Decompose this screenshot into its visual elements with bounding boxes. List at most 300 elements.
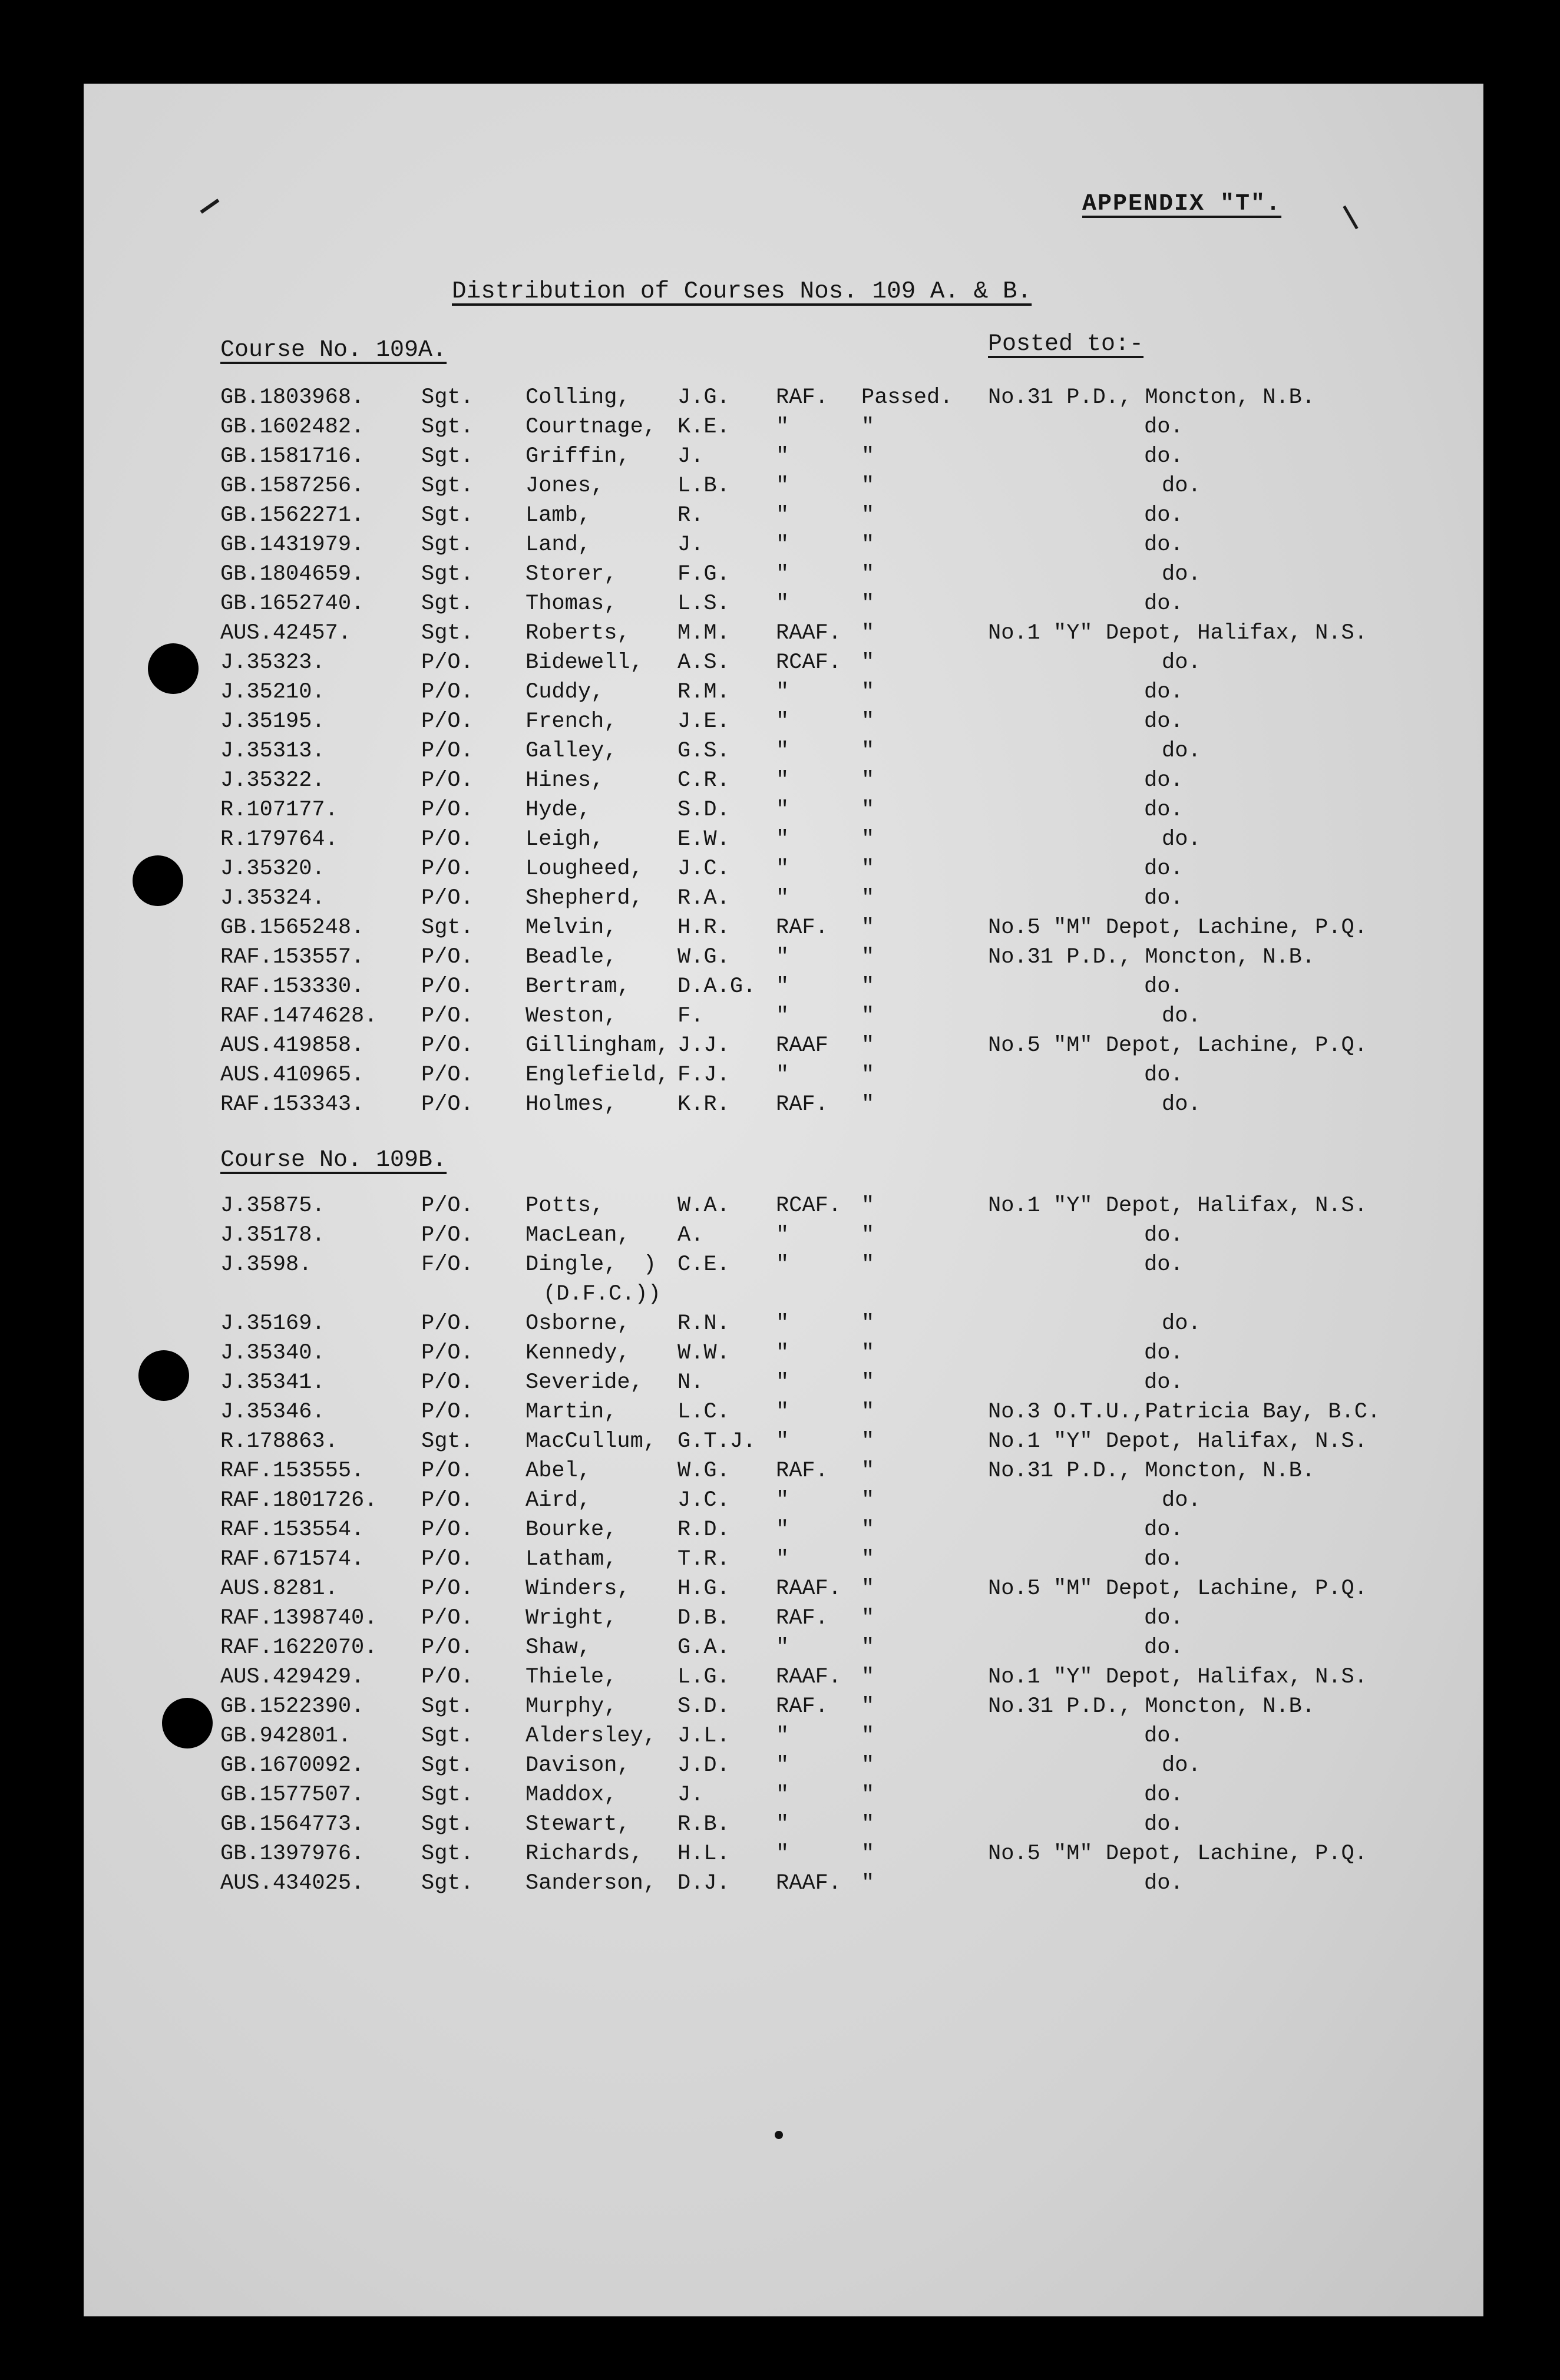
cell-air-force: RAF.	[776, 1606, 828, 1631]
cell-service-number: AUS.429429.	[220, 1665, 365, 1690]
cell-result: "	[861, 886, 875, 911]
cell-service-number: J.35178.	[220, 1223, 325, 1248]
cell-service-number: J.35313.	[220, 739, 325, 763]
cell-result: Passed.	[861, 385, 953, 410]
cell-surname: Potts,	[525, 1194, 604, 1218]
cell-rank: P/O.	[421, 739, 474, 763]
cell-result: "	[861, 591, 875, 616]
cell-air-force: RAF.	[776, 915, 828, 940]
table-row	[84, 1486, 1483, 1515]
cell-initials: C.E.	[677, 1252, 730, 1277]
cell-rank: Sgt.	[421, 474, 474, 498]
cell-surname: Davison,	[525, 1753, 630, 1778]
cell-service-number: RAF.1474628.	[220, 1004, 378, 1029]
cell-service-number: RAF.153343.	[220, 1092, 365, 1117]
cell-rank: Sgt.	[421, 415, 474, 439]
cell-air-force: "	[776, 1488, 789, 1513]
cell-initials: G.S.	[677, 739, 730, 763]
cell-posted-to: do.	[1162, 1753, 1201, 1778]
course-a-table	[84, 383, 1483, 1119]
cell-rank: Sgt.	[421, 1871, 474, 1896]
document-title: Distribution of Courses Nos. 109 A. & B.	[452, 278, 1032, 305]
cell-posted-to: do.	[1144, 680, 1184, 705]
cell-air-force: "	[776, 1370, 789, 1395]
table-row	[84, 677, 1483, 707]
cell-service-number: R.179764.	[220, 827, 338, 852]
cell-initials: W.G.	[677, 945, 730, 970]
table-row	[84, 1839, 1483, 1869]
cell-initials: J.G.	[677, 385, 730, 410]
cell-result: "	[861, 1842, 875, 1866]
cell-initials: L.G.	[677, 1665, 730, 1690]
table-row	[84, 1810, 1483, 1839]
cell-surname: Weston,	[525, 1004, 617, 1029]
cell-posted-to: do.	[1144, 1063, 1184, 1087]
cell-rank: Sgt.	[421, 503, 474, 528]
cell-rank: Sgt.	[421, 562, 474, 587]
table-row	[84, 442, 1483, 471]
cell-surname: French,	[525, 709, 617, 734]
cell-air-force: "	[776, 1063, 789, 1087]
table-row	[84, 1060, 1483, 1090]
cell-posted-to: do.	[1162, 474, 1201, 498]
cell-surname: Wright,	[525, 1606, 617, 1631]
cell-rank: Sgt.	[421, 1753, 474, 1778]
cell-service-number: GB.1522390.	[220, 1694, 365, 1719]
cell-result: "	[861, 974, 875, 999]
cell-posted-to: do.	[1144, 415, 1184, 439]
cell-surname: Cuddy,	[525, 680, 604, 705]
cell-initials: J.L.	[677, 1724, 730, 1748]
document-page	[84, 84, 1483, 2316]
cell-rank: P/O.	[421, 709, 474, 734]
cell-result: "	[861, 650, 875, 675]
cell-service-number: GB.1652740.	[220, 591, 365, 616]
cell-initials: L.S.	[677, 591, 730, 616]
cell-surname: Latham,	[525, 1547, 617, 1572]
cell-posted-to: do.	[1144, 1547, 1184, 1572]
cell-air-force: "	[776, 798, 789, 822]
cell-air-force: "	[776, 415, 789, 439]
cell-rank: Sgt.	[421, 1429, 474, 1454]
cell-initials: A.S.	[677, 650, 730, 675]
cell-surname: Shepherd,	[525, 886, 643, 911]
table-row	[84, 1545, 1483, 1574]
cell-result: "	[861, 1223, 875, 1248]
ink-spot	[775, 2131, 783, 2139]
cell-result: "	[861, 1092, 875, 1117]
cell-posted-to: do.	[1144, 974, 1184, 999]
cell-result: "	[861, 1635, 875, 1660]
cell-posted-to: do.	[1144, 1370, 1184, 1395]
cell-rank: P/O.	[421, 798, 474, 822]
table-row	[84, 795, 1483, 825]
cell-initials: G.T.J.	[677, 1429, 756, 1454]
cell-surname: Griffin,	[525, 444, 630, 469]
cell-result: "	[861, 474, 875, 498]
cell-posted-to: No.3 O.T.U.,Patricia Bay, B.C.	[988, 1400, 1381, 1424]
cell-surname: MacLean,	[525, 1223, 630, 1248]
cell-service-number: RAF.1801726.	[220, 1488, 378, 1513]
cell-air-force: "	[776, 1724, 789, 1748]
cell-service-number: RAF.153555.	[220, 1459, 365, 1483]
cell-service-number: J.35322.	[220, 768, 325, 793]
cell-surname: MacCullum,	[525, 1429, 657, 1454]
table-row	[84, 913, 1483, 943]
cell-rank: P/O.	[421, 1488, 474, 1513]
cell-rank: P/O.	[421, 768, 474, 793]
cell-rank: P/O.	[421, 1547, 474, 1572]
cell-service-number: AUS.8281.	[220, 1576, 338, 1601]
cell-rank: P/O.	[421, 1311, 474, 1336]
cell-posted-to: do.	[1144, 533, 1184, 557]
cell-rank: F/O.	[421, 1252, 474, 1277]
cell-result: "	[861, 415, 875, 439]
cell-initials: E.W.	[677, 827, 730, 852]
cell-air-force: RAAF.	[776, 1576, 842, 1601]
cell-service-number: J.35169.	[220, 1311, 325, 1336]
cell-initials: K.E.	[677, 415, 730, 439]
cell-surname: Roberts,	[525, 621, 630, 646]
cell-posted-to: do.	[1144, 1341, 1184, 1366]
table-row	[84, 1397, 1483, 1427]
cell-air-force: "	[776, 945, 789, 970]
table-row	[84, 1427, 1483, 1456]
cell-result: "	[861, 945, 875, 970]
cell-surname: Stewart,	[525, 1812, 630, 1837]
table-row	[84, 1221, 1483, 1250]
cell-surname: Lougheed,	[525, 857, 643, 881]
cell-rank: Sgt.	[421, 385, 474, 410]
cell-result: "	[861, 1724, 875, 1748]
cell-result: "	[861, 1194, 875, 1218]
cell-initials: W.G.	[677, 1459, 730, 1483]
cell-surname: Martin,	[525, 1400, 617, 1424]
cell-service-number: RAF.153330.	[220, 974, 365, 999]
cell-air-force: "	[776, 562, 789, 587]
cell-result: "	[861, 709, 875, 734]
cell-posted-to: do.	[1144, 503, 1184, 528]
cell-posted-to: do.	[1144, 709, 1184, 734]
cell-rank: P/O.	[421, 650, 474, 675]
cell-posted-to: No.5 "M" Depot, Lachine, P.Q.	[988, 1033, 1367, 1058]
table-row	[84, 1721, 1483, 1751]
cell-posted-to: do.	[1162, 827, 1201, 852]
cell-service-number: R.107177.	[220, 798, 338, 822]
cell-initials: H.R.	[677, 915, 730, 940]
cell-surname: Jones,	[525, 474, 604, 498]
cell-surname: Aird,	[525, 1488, 591, 1513]
cell-service-number: GB.1602482.	[220, 415, 365, 439]
table-row	[84, 707, 1483, 736]
cell-posted-to: No.31 P.D., Moncton, N.B.	[988, 945, 1316, 970]
cell-initials: M.M.	[677, 621, 730, 646]
cell-surname: Shaw,	[525, 1635, 591, 1660]
cell-posted-to: No.1 "Y" Depot, Halifax, N.S.	[988, 621, 1367, 646]
cell-air-force: "	[776, 827, 789, 852]
cell-rank: P/O.	[421, 1518, 474, 1542]
cell-initials: R.D.	[677, 1518, 730, 1542]
cell-rank: P/O.	[421, 1400, 474, 1424]
cell-initials: N.	[677, 1370, 704, 1395]
cell-rank: P/O.	[421, 1370, 474, 1395]
cell-posted-to: do.	[1162, 1311, 1201, 1336]
table-row	[84, 1001, 1483, 1031]
cell-posted-to: do.	[1144, 591, 1184, 616]
cell-air-force: "	[776, 1400, 789, 1424]
cell-service-number: GB.942801.	[220, 1724, 352, 1748]
table-row	[84, 736, 1483, 766]
cell-air-force: RAF.	[776, 1694, 828, 1719]
cell-result: "	[861, 1429, 875, 1454]
cell-service-number: J.35340.	[220, 1341, 325, 1366]
cell-rank: Sgt.	[421, 1694, 474, 1719]
cell-result: "	[861, 1694, 875, 1719]
cell-surname: Murphy,	[525, 1694, 617, 1719]
cell-posted-to: do.	[1144, 444, 1184, 469]
cell-air-force: RAAF	[776, 1033, 828, 1058]
appendix-label: APPENDIX "T".	[1082, 191, 1282, 217]
cell-rank: P/O.	[421, 1576, 474, 1601]
table-row	[84, 589, 1483, 619]
cell-initials: J.	[677, 444, 704, 469]
cell-initials: J.E.	[677, 709, 730, 734]
cell-posted-to: do.	[1162, 562, 1201, 587]
course-b-title: Course No. 109B.	[220, 1147, 447, 1174]
cell-initials: D.J.	[677, 1871, 730, 1896]
cell-air-force: "	[776, 1518, 789, 1542]
cell-result: "	[861, 1753, 875, 1778]
cell-posted-to: No.1 "Y" Depot, Halifax, N.S.	[988, 1665, 1367, 1690]
cell-service-number: RAF.153554.	[220, 1518, 365, 1542]
cell-air-force: "	[776, 1547, 789, 1572]
cell-surname: Holmes,	[525, 1092, 617, 1117]
cell-posted-to: No.1 "Y" Depot, Halifax, N.S.	[988, 1194, 1367, 1218]
cell-result: "	[861, 1033, 875, 1058]
cell-service-number: J.35341.	[220, 1370, 325, 1395]
cell-posted-to: do.	[1144, 886, 1184, 911]
cell-rank: P/O.	[421, 1223, 474, 1248]
cell-initials: L.C.	[677, 1400, 730, 1424]
cell-surname: Melvin,	[525, 915, 617, 940]
cell-surname: Thiele,	[525, 1665, 617, 1690]
cell-posted-to: do.	[1162, 1004, 1201, 1029]
cell-result: "	[861, 915, 875, 940]
cell-posted-to: do.	[1144, 1635, 1184, 1660]
table-row	[84, 1515, 1483, 1545]
cell-result: "	[861, 1252, 875, 1277]
table-row	[84, 471, 1483, 501]
cell-rank: P/O.	[421, 1033, 474, 1058]
course-b-table	[84, 1191, 1483, 1898]
cell-initials: C.R.	[677, 768, 730, 793]
cell-result: "	[861, 1459, 875, 1483]
table-row	[84, 943, 1483, 972]
cell-rank: P/O.	[421, 1194, 474, 1218]
cell-rank: Sgt.	[421, 533, 474, 557]
cell-service-number: RAF.1398740.	[220, 1606, 378, 1631]
cell-initials: F.	[677, 1004, 704, 1029]
cell-surname: Dingle, )	[525, 1252, 657, 1277]
cell-air-force: RAF.	[776, 385, 828, 410]
cell-posted-to: do.	[1144, 1724, 1184, 1748]
cell-initials: S.D.	[677, 1694, 730, 1719]
cell-service-number: GB.1670092.	[220, 1753, 365, 1778]
cell-rank: P/O.	[421, 974, 474, 999]
cell-air-force: "	[776, 886, 789, 911]
cell-service-number: J.3598.	[220, 1252, 312, 1277]
cell-rank: Sgt.	[421, 1842, 474, 1866]
cell-surname: Hines,	[525, 768, 604, 793]
course-a-title: Course No. 109A.	[220, 337, 447, 363]
cell-result: "	[861, 857, 875, 881]
cell-result: "	[861, 1812, 875, 1837]
cell-posted-to: No.1 "Y" Depot, Halifax, N.S.	[988, 1429, 1367, 1454]
cell-result: "	[861, 1576, 875, 1601]
cell-surname: Lamb,	[525, 503, 591, 528]
cell-initials: L.B.	[677, 474, 730, 498]
cell-posted-to: No.31 P.D., Moncton, N.B.	[988, 1459, 1316, 1483]
cell-service-number: GB.1804659.	[220, 562, 365, 587]
cell-service-number: GB.1577507.	[220, 1783, 365, 1807]
cell-air-force: "	[776, 474, 789, 498]
cell-service-number: GB.1581716.	[220, 444, 365, 469]
cell-result: "	[861, 1341, 875, 1366]
table-row	[84, 1338, 1483, 1368]
cell-initials: R.M.	[677, 680, 730, 705]
cell-posted-to: No.5 "M" Depot, Lachine, P.Q.	[988, 1576, 1367, 1601]
cell-air-force: RAF.	[776, 1092, 828, 1117]
cell-surname: Bertram,	[525, 974, 630, 999]
cell-service-number: GB.1803968.	[220, 385, 365, 410]
cell-air-force: "	[776, 1252, 789, 1277]
cell-air-force: "	[776, 768, 789, 793]
cell-air-force: "	[776, 974, 789, 999]
table-row	[84, 1604, 1483, 1633]
cell-air-force: "	[776, 1429, 789, 1454]
table-row	[84, 1309, 1483, 1338]
cell-initials: R.N.	[677, 1311, 730, 1336]
cell-posted-to: No.5 "M" Depot, Lachine, P.Q.	[988, 1842, 1367, 1866]
cell-rank: P/O.	[421, 1459, 474, 1483]
cell-rank: Sgt.	[421, 1812, 474, 1837]
table-row	[84, 383, 1483, 412]
table-row	[84, 825, 1483, 854]
cell-result: "	[861, 1518, 875, 1542]
cell-surname: Courtnage,	[525, 415, 657, 439]
cell-initials: J.	[677, 1783, 704, 1807]
cell-surname: Beadle,	[525, 945, 617, 970]
cell-result: "	[861, 444, 875, 469]
cell-rank: Sgt.	[421, 621, 474, 646]
cell-air-force: "	[776, 680, 789, 705]
cell-air-force: RAAF.	[776, 621, 842, 646]
cell-surname: Sanderson,	[525, 1871, 657, 1896]
cell-service-number: R.178863.	[220, 1429, 338, 1454]
cell-air-force: "	[776, 1753, 789, 1778]
table-row	[84, 1869, 1483, 1898]
cell-posted-to: No.31 P.D., Moncton, N.B.	[988, 1694, 1316, 1719]
cell-result: "	[861, 1871, 875, 1896]
cell-rank: P/O.	[421, 1063, 474, 1087]
cell-result: "	[861, 827, 875, 852]
cell-air-force: "	[776, 857, 789, 881]
table-row	[84, 1692, 1483, 1721]
cell-initials: J.C.	[677, 1488, 730, 1513]
table-row	[84, 501, 1483, 530]
cell-posted-to: do.	[1144, 1871, 1184, 1896]
cell-air-force: RAAF.	[776, 1871, 842, 1896]
cell-air-force: "	[776, 739, 789, 763]
cell-surname: Galley,	[525, 739, 617, 763]
cell-posted-to: do.	[1162, 650, 1201, 675]
cell-initials: A.	[677, 1223, 704, 1248]
cell-service-number: J.35324.	[220, 886, 325, 911]
cell-service-number: AUS.410965.	[220, 1063, 365, 1087]
table-row	[84, 648, 1483, 677]
table-row	[84, 1456, 1483, 1486]
cell-service-number: GB.1397976.	[220, 1842, 365, 1866]
cell-rank: P/O.	[421, 857, 474, 881]
cell-service-number: J.35323.	[220, 650, 325, 675]
cell-air-force: RAF.	[776, 1459, 828, 1483]
cell-service-number: J.35210.	[220, 680, 325, 705]
cell-initials: R.	[677, 503, 704, 528]
cell-service-number: J.35875.	[220, 1194, 325, 1218]
cell-posted-to: No.31 P.D., Moncton, N.B.	[988, 385, 1316, 410]
pencil-mark	[200, 199, 220, 214]
table-row	[84, 619, 1483, 648]
cell-initials: J.D.	[677, 1753, 730, 1778]
cell-surname: Bourke,	[525, 1518, 617, 1542]
cell-surname: Thomas,	[525, 591, 617, 616]
cell-service-number: GB.1431979.	[220, 533, 365, 557]
cell-rank: P/O.	[421, 1606, 474, 1631]
cell-posted-to: do.	[1144, 857, 1184, 881]
cell-result: "	[861, 1400, 875, 1424]
cell-air-force: RCAF.	[776, 650, 842, 675]
dingle-decoration-note: (D.F.C.))	[543, 1282, 661, 1307]
cell-result: "	[861, 680, 875, 705]
table-row	[84, 412, 1483, 442]
cell-posted-to: No.5 "M" Depot, Lachine, P.Q.	[988, 915, 1367, 940]
cell-surname: Englefield,	[525, 1063, 670, 1087]
cell-result: "	[861, 1004, 875, 1029]
table-row	[84, 560, 1483, 589]
cell-initials: H.G.	[677, 1576, 730, 1601]
cell-result: "	[861, 739, 875, 763]
cell-service-number: AUS.419858.	[220, 1033, 365, 1058]
pencil-mark	[1343, 206, 1358, 230]
cell-service-number: GB.1564773.	[220, 1812, 365, 1837]
cell-air-force: "	[776, 1783, 789, 1807]
cell-surname: Abel,	[525, 1459, 591, 1483]
cell-posted-to: do.	[1144, 798, 1184, 822]
cell-rank: P/O.	[421, 1635, 474, 1660]
cell-initials: W.A.	[677, 1194, 730, 1218]
table-row	[84, 854, 1483, 884]
table-row	[84, 1574, 1483, 1604]
cell-posted-to: do.	[1162, 1488, 1201, 1513]
cell-service-number: AUS.42457.	[220, 621, 352, 646]
cell-service-number: J.35320.	[220, 857, 325, 881]
cell-air-force: "	[776, 1635, 789, 1660]
cell-posted-to: do.	[1144, 1812, 1184, 1837]
cell-surname: Land,	[525, 533, 591, 557]
cell-posted-to: do.	[1162, 1092, 1201, 1117]
cell-air-force: "	[776, 1311, 789, 1336]
cell-air-force: "	[776, 1223, 789, 1248]
